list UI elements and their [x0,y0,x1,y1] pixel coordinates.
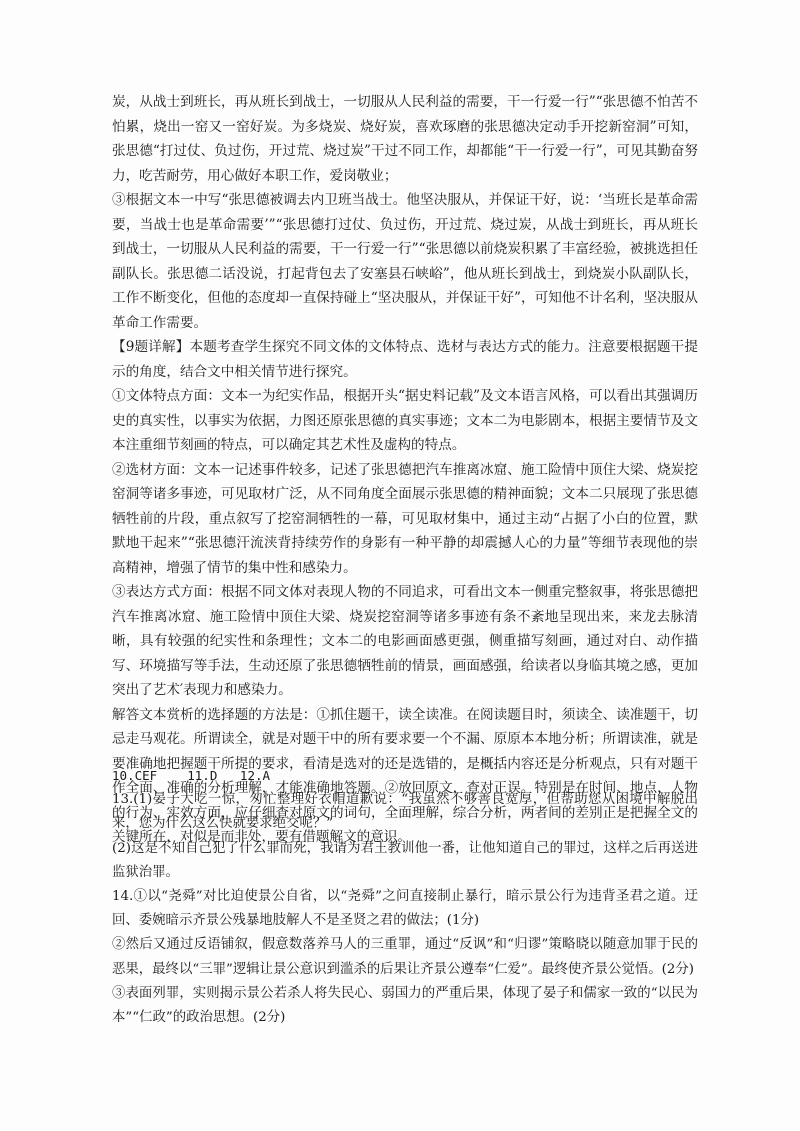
paragraph-expression-methods: ③表达方式方面：根据不同文体对表现人物的不同追求，可看出文本一侧重完整叙事，将张思德把汽车推离冰窟、施工险情中顶住大梁、烧炭挖窑洞等诸多事迹有条不紊地呈现出来，来龙去脉清晰，具有较强的纪实性和条理性；文本二的电影画面感更强，侧重描写刻画，通过对白、动作描写、环境描写等手法，生动还原了张思德牺牲前的情景，画面感强，给读者以身临其境之感，更加突出了艺术′表现力和感染力。 [112,584,698,698]
answer-13-1: 13.(1)晏子大吃一惊，匆忙整理好衣帽道歉说：“我虽然不够善良宽厚，但帮助您从困境中解脱出来，您为什么这么快就要求绝交呢？” [112,792,698,832]
paragraph-genre-features: ①文体特点方面：文本一为纪实作品，根据开头“据史料记载”及文本语言风格，可以看出其强调历史的真实性，以事实为依据，力图还原张思德的真实事迹；文本二为电影剧本，根据主要情节及文本注重细节刻画的特点，可以确定其艺术性及虚构的特点。 [112,388,698,453]
paragraph-q9-explanation: 【9题详解】本题考查学生探究不同文体的文体特点、选材与表达方式的能力。注意要根据题干提示的角度，结合文中相关情节进行探究。 [112,339,698,380]
answer-14-1: 14.①以“尧舜”对比迫使景公自省，以“尧舜”之问直接制止暴行，暗示景公行为违背圣君之道。迂回、委婉暗示齐景公残暴地肢解人不是圣贤之君的做法；(1分) [112,889,698,929]
paragraph-point-3-obedience: ③根据文本一中写“张思德被调去内卫班当战士。他坚决服从，并保证干好，说：‘当班长是革命需要，当战士也是革命需要’”“张思德打过仗、负过伤，开过荒、烧过炭，从战士到班长，再从班长到战士，一切服从人民利益的需要，干一行爱一行”“张思德以前烧炭积累了丰富经验，被挑选担任副队长。张思德二话没说，打起背包去了安塞县石峡峪”，他从班长到战士，到烧炭小队副队长，工作不断变化，但他的态度却一直保持碰上“坚决服从，并保证干好”，可知他不计名利，坚决服从革命工作需要。 [112,192,698,331]
classical-answers-section [112,764,698,1030]
paragraph-material-selection: ②选材方面：文本一记述事件较多，记述了张思德把汽车推离冰窟、施工险情中顶住大梁、烧炭挖窑洞等诸多事迹，可见取材广泛，从不同角度全面展示张思德的精神面貌；文本二只展现了张思德牺牲前的片段，重点叙写了挖窑洞牺牲的一幕，可见取材集中，通过主动“占据了小白的位置，默默地干起来”“张思德汗流浃背持续劳作的身影有一种平静的却震撼人心的力量”等细节表现他的崇高精神，增强了情节的集中性和感染力。 [112,461,698,576]
answer-key-10-12: 10.CEF 11.D 12.A [112,768,271,783]
answer-14-3: ③表面列罪，实则揭示景公若杀人将失民心、弱国力的严重后果，体现了晏子和儒家一致的“以民为本”“仁政”的政治思想。(2分) [112,985,698,1026]
answer-14-2: ②然后又通过反语铺叙，假意数落养马人的三重罪，通过“反讽”和“归谬”策略晓以随意加罪于民的恶果，最终以“三罪”逻辑让景公意识到滥杀的后果让齐景公遵奉“仁爱”。最终使齐景公觉悟。(2分) [112,937,698,977]
paragraph-answering-method: 解答文本赏析的选择题的方法是：①抓住题干，读全读准。在阅读题目时，须读全、读准题干，切忌走马观花。所谓读全，就是对题干中的所有要求要一个不漏、原原本本地分析；所谓读准，就是要准确地把握题干所提的要求，看清是选对的还是选错的，是概括内容还是分析观点，只有对题干作全面、准确的分析理解，才能准确地答题。②放回原文，查对正误。特别是在时间、地点，人物的行为、实效方面，应仔细查对原文的词句，全面理解，综合分析，两者间的差别正是把握全文的关键所在，对似是而非处，要有借题解文的意识。 [112,706,698,845]
analysis-section [112,90,698,850]
answer-13-2: (2)这是不知自己犯了什么罪而死，我请为君王教训他一番，让他知道自己的罪过，这样之后再送进监狱治罪。 [112,840,698,880]
paragraph-zhang-side-continued: 炭，从战士到班长，再从班长到战士，一切服从人民利益的需要，干一行爱一行”“张思德不怕苦不怕累，烧出一窑又一窑好炭。为多烧炭、烧好炭，喜欢琢磨的张思德决定动手开挖新窑洞”可知，张思德“打过仗、负过伤，开过荒、烧过炭”干过不同工作，却都能“干一行爱一行”，可见其勤奋努力，吃苦耐劳，用心做好本职工作，爱岗敬业； [112,94,698,184]
